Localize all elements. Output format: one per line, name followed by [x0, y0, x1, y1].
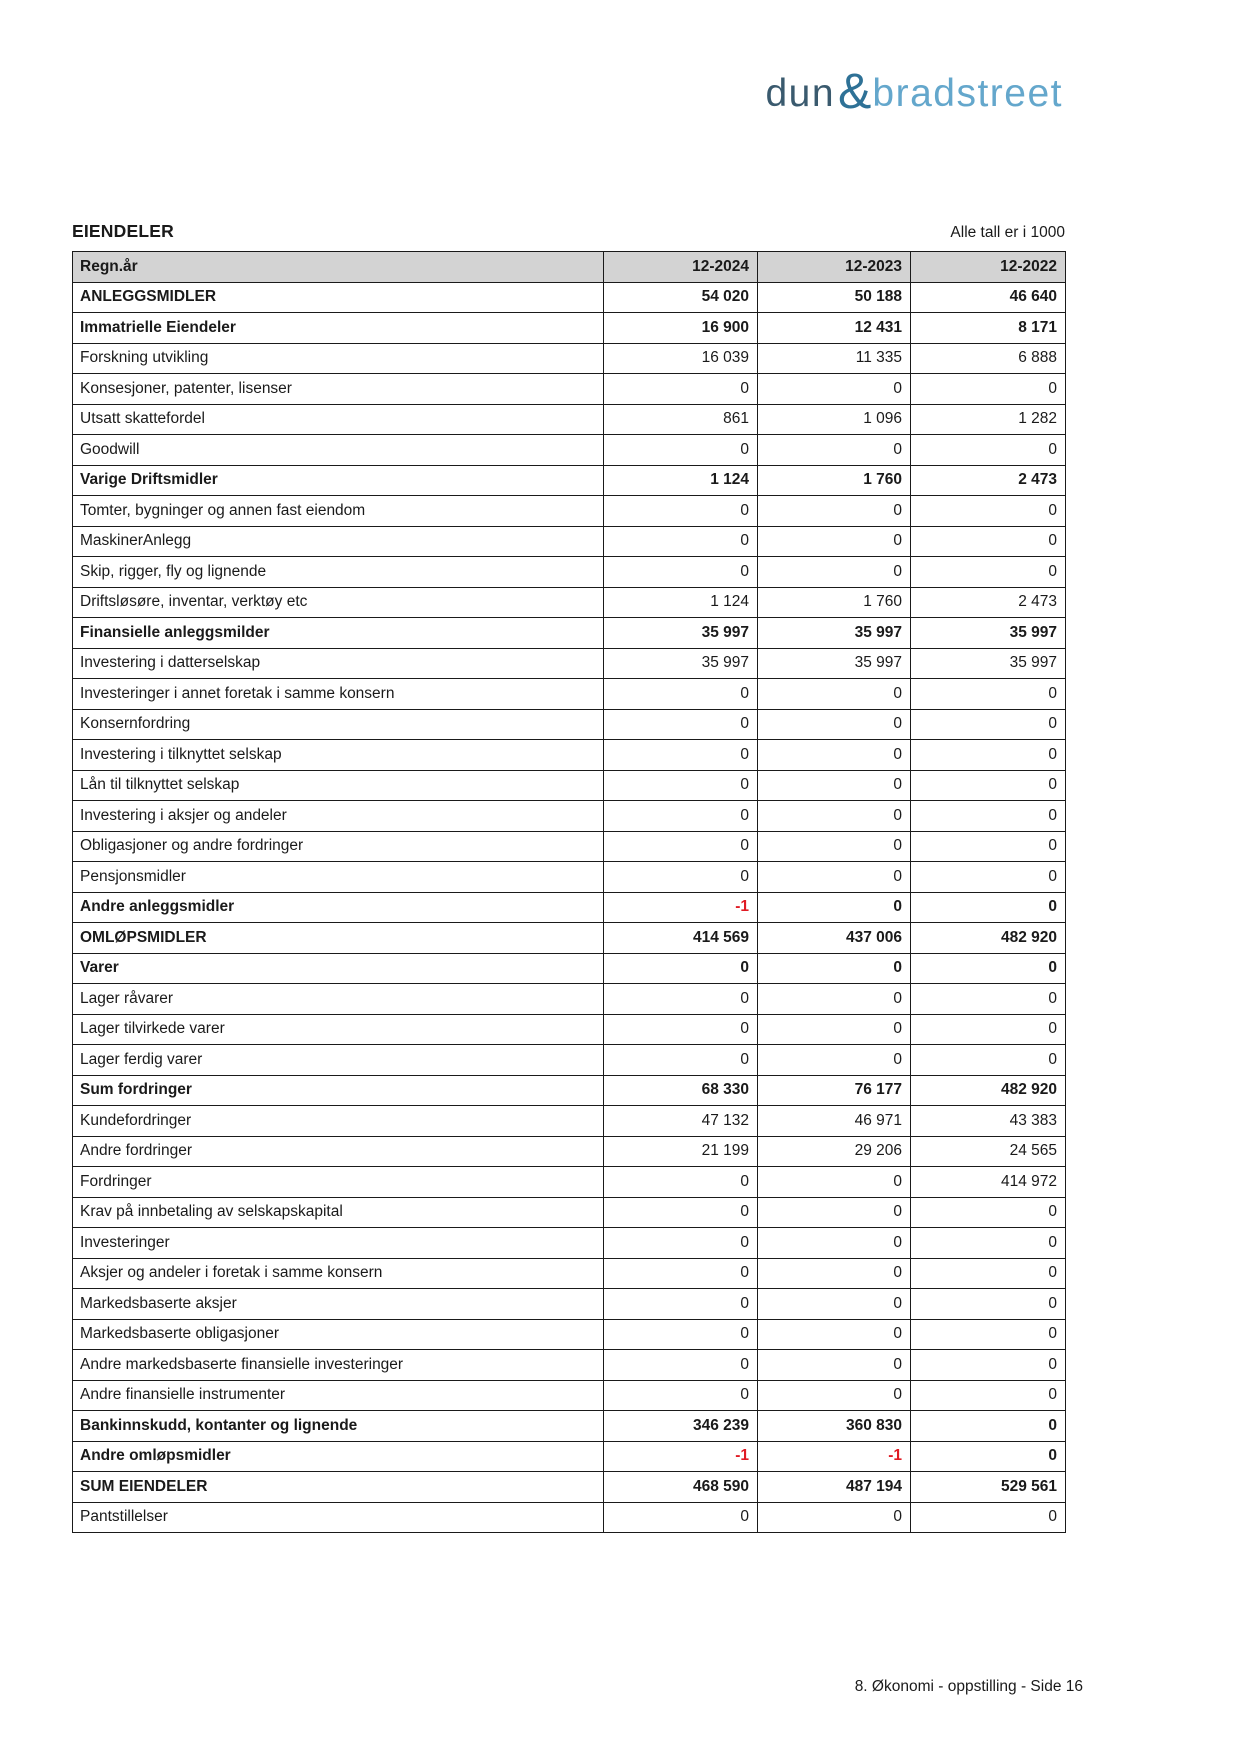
value-cell-12-2022: 0	[911, 1350, 1066, 1381]
value-cell-12-2023: 76 177	[758, 1075, 911, 1106]
table-row	[73, 1502, 1066, 1533]
value-cell-12-2022: 0	[911, 1289, 1066, 1320]
row-label: Lager råvarer	[73, 984, 604, 1015]
value-cell-12-2022: 0	[911, 1411, 1066, 1442]
value-cell-12-2024: -1	[604, 892, 758, 923]
value-cell-12-2022: 35 997	[911, 648, 1066, 679]
row-label: Andre anleggsmidler	[73, 892, 604, 923]
value-cell-12-2023: 0	[758, 862, 911, 893]
value-cell-12-2024: 0	[604, 1197, 758, 1228]
value-cell-12-2024: 0	[604, 557, 758, 588]
row-label: Fordringer	[73, 1167, 604, 1198]
row-label: Varige Driftsmidler	[73, 465, 604, 496]
table-row	[73, 465, 1066, 496]
table-row	[73, 1350, 1066, 1381]
value-cell-12-2024: 0	[604, 1350, 758, 1381]
table-row	[73, 282, 1066, 313]
value-cell-12-2024: 346 239	[604, 1411, 758, 1442]
value-cell-12-2023: 0	[758, 1289, 911, 1320]
value-cell-12-2022: 0	[911, 526, 1066, 557]
value-cell-12-2023: 487 194	[758, 1472, 911, 1503]
value-cell-12-2022: 0	[911, 1502, 1066, 1533]
table-row	[73, 1136, 1066, 1167]
value-cell-12-2024: 0	[604, 740, 758, 771]
value-cell-12-2022: 8 171	[911, 313, 1066, 344]
table-row	[73, 343, 1066, 374]
column-header-12-2024: 12-2024	[604, 252, 758, 283]
value-cell-12-2022: 0	[911, 740, 1066, 771]
value-cell-12-2022: 482 920	[911, 1075, 1066, 1106]
row-label: Kundefordringer	[73, 1106, 604, 1137]
value-cell-12-2024: 16 039	[604, 343, 758, 374]
value-cell-12-2022: 6 888	[911, 343, 1066, 374]
value-cell-12-2024: 0	[604, 1380, 758, 1411]
row-label: Pantstillelser	[73, 1502, 604, 1533]
value-cell-12-2023: 0	[758, 435, 911, 466]
table-row	[73, 1380, 1066, 1411]
value-cell-12-2022: 0	[911, 1319, 1066, 1350]
row-label: Driftsløsøre, inventar, verktøy etc	[73, 587, 604, 618]
table-row	[73, 526, 1066, 557]
page-footer: 8. Økonomi - oppstilling - Side 16	[854, 1678, 1083, 1695]
table-row	[73, 587, 1066, 618]
value-cell-12-2024: 0	[604, 374, 758, 405]
value-cell-12-2022: 1 282	[911, 404, 1066, 435]
value-cell-12-2024: 0	[604, 526, 758, 557]
value-cell-12-2024: 0	[604, 496, 758, 527]
logo-ampersand-icon: &	[838, 63, 872, 119]
row-label: SUM EIENDELER	[73, 1472, 604, 1503]
row-label: Aksjer og andeler i foretak i samme konsern	[73, 1258, 604, 1289]
value-cell-12-2022: 0	[911, 496, 1066, 527]
table-header-row	[73, 252, 1066, 283]
value-cell-12-2024: 0	[604, 1319, 758, 1350]
value-cell-12-2022: 0	[911, 1014, 1066, 1045]
value-cell-12-2024: 21 199	[604, 1136, 758, 1167]
table-row	[73, 740, 1066, 771]
row-label: Obligasjoner og andre fordringer	[73, 831, 604, 862]
value-cell-12-2023: 0	[758, 740, 911, 771]
row-label: Konsernfordring	[73, 709, 604, 740]
table-row	[73, 648, 1066, 679]
value-cell-12-2022: 0	[911, 862, 1066, 893]
value-cell-12-2024: 16 900	[604, 313, 758, 344]
unit-note: Alle tall er i 1000	[950, 224, 1065, 241]
value-cell-12-2024: 0	[604, 984, 758, 1015]
row-label: Investering i aksjer og andeler	[73, 801, 604, 832]
value-cell-12-2024: 0	[604, 1258, 758, 1289]
column-header-regnar: Regn.år	[73, 252, 604, 283]
value-cell-12-2023: -1	[758, 1441, 911, 1472]
value-cell-12-2024: 47 132	[604, 1106, 758, 1137]
value-cell-12-2023: 0	[758, 374, 911, 405]
row-label: Investering i datterselskap	[73, 648, 604, 679]
value-cell-12-2023: 0	[758, 679, 911, 710]
balance-sheet-table	[72, 251, 1066, 1533]
value-cell-12-2022: 0	[911, 801, 1066, 832]
value-cell-12-2023: 437 006	[758, 923, 911, 954]
value-cell-12-2023: 12 431	[758, 313, 911, 344]
value-cell-12-2022: 2 473	[911, 465, 1066, 496]
value-cell-12-2022: 529 561	[911, 1472, 1066, 1503]
value-cell-12-2022: 0	[911, 709, 1066, 740]
value-cell-12-2024: 68 330	[604, 1075, 758, 1106]
value-cell-12-2024: 0	[604, 1502, 758, 1533]
row-label: Markedsbaserte aksjer	[73, 1289, 604, 1320]
row-label: Investeringer i annet foretak i samme konsern	[73, 679, 604, 710]
row-label: Skip, rigger, fly og lignende	[73, 557, 604, 588]
value-cell-12-2022: 0	[911, 984, 1066, 1015]
value-cell-12-2023: 0	[758, 1197, 911, 1228]
value-cell-12-2024: 0	[604, 1014, 758, 1045]
table-row	[73, 1411, 1066, 1442]
value-cell-12-2023: 0	[758, 984, 911, 1015]
value-cell-12-2024: 0	[604, 770, 758, 801]
row-label: MaskinerAnlegg	[73, 526, 604, 557]
value-cell-12-2023: 0	[758, 1014, 911, 1045]
value-cell-12-2023: 0	[758, 831, 911, 862]
value-cell-12-2024: 0	[604, 435, 758, 466]
row-label: Konsesjoner, patenter, lisenser	[73, 374, 604, 405]
value-cell-12-2022: 35 997	[911, 618, 1066, 649]
column-header-12-2023: 12-2023	[758, 252, 911, 283]
row-label: Utsatt skattefordel	[73, 404, 604, 435]
value-cell-12-2022: 0	[911, 1045, 1066, 1076]
row-label: Lager ferdig varer	[73, 1045, 604, 1076]
value-cell-12-2023: 1 096	[758, 404, 911, 435]
value-cell-12-2024: -1	[604, 1441, 758, 1472]
value-cell-12-2023: 0	[758, 1319, 911, 1350]
value-cell-12-2024: 54 020	[604, 282, 758, 313]
row-label: Andre markedsbaserte finansielle investeringer	[73, 1350, 604, 1381]
table-row	[73, 709, 1066, 740]
table-row	[73, 313, 1066, 344]
value-cell-12-2022: 24 565	[911, 1136, 1066, 1167]
value-cell-12-2023: 50 188	[758, 282, 911, 313]
value-cell-12-2024: 35 997	[604, 618, 758, 649]
row-label: Lager tilvirkede varer	[73, 1014, 604, 1045]
value-cell-12-2022: 0	[911, 953, 1066, 984]
value-cell-12-2022: 2 473	[911, 587, 1066, 618]
table-row	[73, 1319, 1066, 1350]
table-row	[73, 1441, 1066, 1472]
value-cell-12-2023: 11 335	[758, 343, 911, 374]
table-row	[73, 618, 1066, 649]
value-cell-12-2023: 35 997	[758, 618, 911, 649]
logo-text-bradstreet: bradstreet	[872, 71, 1063, 115]
value-cell-12-2024: 0	[604, 709, 758, 740]
table-row	[73, 831, 1066, 862]
value-cell-12-2024: 0	[604, 953, 758, 984]
row-label: Lån til tilknyttet selskap	[73, 770, 604, 801]
value-cell-12-2024: 0	[604, 1289, 758, 1320]
row-label: Goodwill	[73, 435, 604, 466]
row-label: Bankinnskudd, kontanter og lignende	[73, 1411, 604, 1442]
column-header-12-2022: 12-2022	[911, 252, 1066, 283]
dun-bradstreet-logo	[765, 63, 1063, 120]
value-cell-12-2023: 0	[758, 709, 911, 740]
value-cell-12-2022: 0	[911, 679, 1066, 710]
value-cell-12-2024: 414 569	[604, 923, 758, 954]
value-cell-12-2024: 0	[604, 831, 758, 862]
table-row	[73, 1106, 1066, 1137]
table-row	[73, 374, 1066, 405]
value-cell-12-2024: 0	[604, 1228, 758, 1259]
table-row	[73, 1472, 1066, 1503]
table-row	[73, 1197, 1066, 1228]
value-cell-12-2024: 0	[604, 1045, 758, 1076]
table-row	[73, 557, 1066, 588]
value-cell-12-2023: 0	[758, 953, 911, 984]
row-label: ANLEGGSMIDLER	[73, 282, 604, 313]
value-cell-12-2023: 0	[758, 892, 911, 923]
row-label: Investeringer	[73, 1228, 604, 1259]
value-cell-12-2023: 0	[758, 496, 911, 527]
value-cell-12-2022: 0	[911, 1228, 1066, 1259]
value-cell-12-2022: 0	[911, 1441, 1066, 1472]
value-cell-12-2022: 0	[911, 1197, 1066, 1228]
row-label: Investering i tilknyttet selskap	[73, 740, 604, 771]
row-label: Markedsbaserte obligasjoner	[73, 1319, 604, 1350]
value-cell-12-2023: 360 830	[758, 1411, 911, 1442]
value-cell-12-2022: 0	[911, 435, 1066, 466]
table-row	[73, 1289, 1066, 1320]
value-cell-12-2023: 0	[758, 1045, 911, 1076]
value-cell-12-2023: 0	[758, 1167, 911, 1198]
logo-text-dun: dun	[765, 71, 836, 115]
row-label: Andre finansielle instrumenter	[73, 1380, 604, 1411]
value-cell-12-2022: 0	[911, 557, 1066, 588]
value-cell-12-2024: 1 124	[604, 587, 758, 618]
row-label: Sum fordringer	[73, 1075, 604, 1106]
table-row	[73, 770, 1066, 801]
table-row	[73, 1228, 1066, 1259]
value-cell-12-2023: 0	[758, 526, 911, 557]
row-label: OMLØPSMIDLER	[73, 923, 604, 954]
table-row	[73, 1075, 1066, 1106]
value-cell-12-2024: 861	[604, 404, 758, 435]
value-cell-12-2024: 0	[604, 679, 758, 710]
table-row	[73, 892, 1066, 923]
value-cell-12-2023: 1 760	[758, 587, 911, 618]
value-cell-12-2024: 0	[604, 862, 758, 893]
table-row	[73, 1014, 1066, 1045]
value-cell-12-2023: 0	[758, 1258, 911, 1289]
table-title-row	[72, 221, 1065, 242]
row-label: Krav på innbetaling av selskapskapital	[73, 1197, 604, 1228]
value-cell-12-2023: 29 206	[758, 1136, 911, 1167]
page-title: EIENDELER	[72, 221, 174, 241]
table-row	[73, 679, 1066, 710]
value-cell-12-2022: 43 383	[911, 1106, 1066, 1137]
value-cell-12-2024: 0	[604, 801, 758, 832]
value-cell-12-2024: 468 590	[604, 1472, 758, 1503]
row-label: Andre omløpsmidler	[73, 1441, 604, 1472]
value-cell-12-2023: 0	[758, 1502, 911, 1533]
table-row	[73, 862, 1066, 893]
table-row	[73, 1258, 1066, 1289]
value-cell-12-2022: 46 640	[911, 282, 1066, 313]
table-row	[73, 953, 1066, 984]
value-cell-12-2023: 0	[758, 1228, 911, 1259]
value-cell-12-2024: 35 997	[604, 648, 758, 679]
row-label: Varer	[73, 953, 604, 984]
table-row	[73, 801, 1066, 832]
value-cell-12-2023: 1 760	[758, 465, 911, 496]
row-label: Tomter, bygninger og annen fast eiendom	[73, 496, 604, 527]
value-cell-12-2022: 0	[911, 831, 1066, 862]
value-cell-12-2023: 35 997	[758, 648, 911, 679]
row-label: Finansielle anleggsmilder	[73, 618, 604, 649]
value-cell-12-2022: 0	[911, 1258, 1066, 1289]
value-cell-12-2022: 0	[911, 374, 1066, 405]
value-cell-12-2024: 1 124	[604, 465, 758, 496]
value-cell-12-2022: 0	[911, 770, 1066, 801]
value-cell-12-2023: 0	[758, 770, 911, 801]
table-row	[73, 923, 1066, 954]
value-cell-12-2023: 0	[758, 1380, 911, 1411]
value-cell-12-2022: 0	[911, 1380, 1066, 1411]
table-row	[73, 435, 1066, 466]
table-row	[73, 984, 1066, 1015]
row-label: Forskning utvikling	[73, 343, 604, 374]
table-row	[73, 1167, 1066, 1198]
row-label: Andre fordringer	[73, 1136, 604, 1167]
value-cell-12-2022: 414 972	[911, 1167, 1066, 1198]
value-cell-12-2023: 0	[758, 801, 911, 832]
table-row	[73, 404, 1066, 435]
table-row	[73, 1045, 1066, 1076]
value-cell-12-2023: 0	[758, 557, 911, 588]
value-cell-12-2024: 0	[604, 1167, 758, 1198]
row-label: Immatrielle Eiendeler	[73, 313, 604, 344]
row-label: Pensjonsmidler	[73, 862, 604, 893]
value-cell-12-2022: 482 920	[911, 923, 1066, 954]
value-cell-12-2023: 46 971	[758, 1106, 911, 1137]
value-cell-12-2022: 0	[911, 892, 1066, 923]
table-row	[73, 496, 1066, 527]
value-cell-12-2023: 0	[758, 1350, 911, 1381]
